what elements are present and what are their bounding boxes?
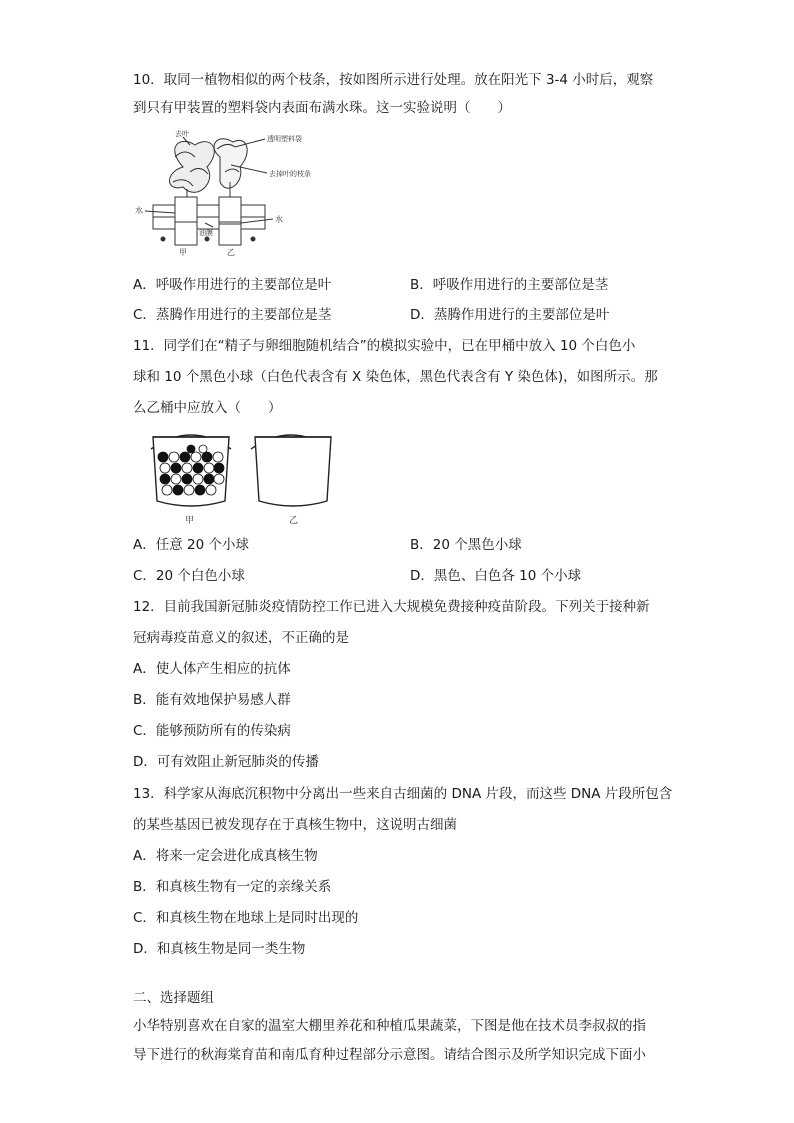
- q13-option-b: B．和真核生物有一定的亲缘关系: [133, 879, 332, 895]
- label-jia: 甲: [179, 248, 187, 257]
- label-oil: 油膜: [199, 229, 213, 237]
- q10-option-b: B．呼吸作用进行的主要部位是茎: [410, 277, 609, 293]
- q11-option-c: C．20 个白色小球: [133, 568, 245, 584]
- q12-option-b: B．能有效地保护易感人群: [133, 692, 291, 708]
- q13-stem-line2: 的某些基因已被发现存在于真核生物中，这说明古细菌: [133, 817, 457, 833]
- q10-experiment-figure: [135, 127, 375, 257]
- q13-option-a: A．将来一定会进化成真核生物: [133, 848, 318, 864]
- q12-stem-line2: 冠病毒疫苗意义的叙述，不正确的是: [133, 630, 349, 646]
- section2-para-line1: 小华特别喜欢在自家的温室大棚里养花和种植瓜果蔬菜，下图是他在技术员李叔叔的指: [133, 1018, 646, 1034]
- q11-stem-line3: 么乙桶中应放入（ ）: [133, 400, 282, 416]
- label-stem: 去掉叶的枝条: [269, 170, 311, 178]
- q13-option-d: D．和真核生物是同一类生物: [133, 941, 306, 957]
- label-yi: 乙: [227, 248, 235, 257]
- section2-para-line2: 导下进行的秋海棠育苗和南瓜育种过程部分示意图。请结合图示及所学知识完成下面小: [133, 1047, 646, 1063]
- q10-option-a: A．呼吸作用进行的主要部位是叶: [133, 277, 332, 293]
- q10-stem-line2: 到只有甲装置的塑料袋内表面布满水珠。这一实验说明（ ）: [133, 100, 511, 116]
- q11-option-d: D．黑色、白色各 10 个小球: [410, 568, 582, 584]
- section2-heading: 二、选择题组: [133, 990, 214, 1006]
- q13-stem-line1: 13．科学家从海底沉积物中分离出一些来自古细菌的 DNA 片段，而这些 DNA 片段所包含: [133, 786, 673, 802]
- q10-option-d: D．蒸腾作用进行的主要部位是叶: [410, 307, 610, 323]
- q12-option-c: C．能够预防所有的传染病: [133, 723, 291, 739]
- q11-stem-line1: 11．同学们在“精子与卵细胞随机结合”的模拟实验中，已在甲桶中放入 10 个白色小: [133, 338, 636, 354]
- q10-stem-line1: 10．取同一植物相似的两个枝条，按如图所示进行处理。放在阳光下 3-4 小时后，观察: [133, 72, 654, 88]
- q11-option-a: A．任意 20 个小球: [133, 537, 249, 553]
- label-water-right: 水: [275, 215, 283, 224]
- q13-option-c: C．和真核生物在地球上是同时出现的: [133, 910, 359, 926]
- label-bag: 透明塑料袋: [267, 135, 302, 143]
- q11-option-b: B．20 个黑色小球: [410, 537, 522, 553]
- q11-buckets-figure: [143, 427, 343, 527]
- q12-option-a: A．使人体产生相应的抗体: [133, 661, 291, 677]
- q12-stem-line1: 12．目前我国新冠肺炎疫情防控工作已进入大规模免费接种疫苗阶段。下列关于接种新: [133, 599, 650, 615]
- label-water-left: 水: [135, 206, 143, 215]
- bucket-label-yi: 乙: [289, 516, 299, 526]
- q12-option-d: D．可有效阻止新冠肺炎的传播: [133, 754, 319, 770]
- q10-option-c: C．蒸腾作用进行的主要部位是茎: [133, 307, 332, 323]
- label-leaf: 去叶: [175, 130, 189, 138]
- q11-stem-line2: 球和 10 个黑色小球（白色代表含有 X 染色体，黑色代表含有 Y 染色体)，如图所示。那: [133, 369, 658, 385]
- bucket-label-jia: 甲: [185, 516, 195, 526]
